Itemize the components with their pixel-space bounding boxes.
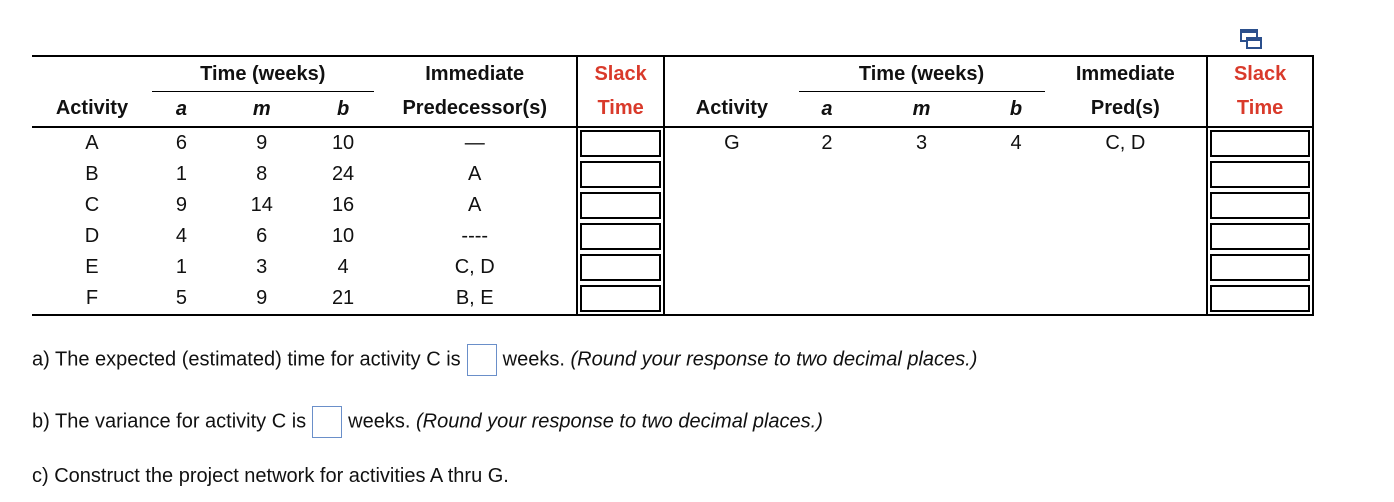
right-predecessor-header: Pred(s): [1045, 92, 1208, 128]
m-cell: 6: [256, 225, 268, 247]
m-cell: 8: [256, 163, 268, 185]
b-cell: 10: [331, 132, 355, 154]
m-cell: 3: [256, 256, 268, 278]
variance-input[interactable]: [312, 406, 342, 438]
slack-input-empty[interactable]: [1210, 161, 1310, 188]
question-a: [32, 344, 977, 376]
table-row: [32, 221, 1313, 252]
header-row-1: [32, 56, 1313, 92]
left-time-header: Time (weeks): [152, 56, 374, 92]
a-cell: 6: [175, 132, 187, 154]
expected-time-input[interactable]: [467, 344, 497, 376]
left-col-a: a: [152, 92, 211, 128]
predecessor-cell: C, D: [1105, 132, 1146, 154]
m-cell: 9: [211, 283, 313, 315]
b-cell: 4: [337, 256, 349, 278]
slack-input-c[interactable]: [580, 192, 661, 219]
slack-input-g[interactable]: [1210, 130, 1310, 157]
question-c-text: c) Construct the project network for activities A thru G.: [32, 465, 509, 487]
activity-cell: A: [85, 132, 99, 154]
question-b-note: (Round your response to two decimal places.): [415, 410, 823, 433]
right-slack-time-header: Time: [1207, 92, 1313, 128]
question-b: [32, 406, 823, 438]
question-b-suffix: weeks.: [348, 410, 411, 433]
right-col-m: m: [855, 92, 987, 128]
right-slack-header: Slack: [1207, 56, 1313, 92]
left-activity-header: Activity: [32, 92, 152, 128]
a-cell: 2: [821, 132, 833, 154]
slack-input-empty[interactable]: [1210, 285, 1310, 312]
predecessor-cell: B, E: [374, 283, 577, 315]
a-cell: 5: [152, 283, 211, 315]
predecessor-cell: ----: [461, 225, 489, 247]
question-a-note: (Round your response to two decimal places.): [570, 348, 978, 371]
right-col-a: a: [799, 92, 856, 128]
left-col-m: m: [211, 92, 313, 128]
predecessor-cell: C, D: [454, 256, 495, 278]
activity-cell: D: [84, 225, 100, 247]
predecessor-cell: —: [464, 132, 485, 154]
pert-table: [32, 55, 1314, 316]
slack-input-f[interactable]: [580, 285, 661, 312]
b-cell: 4: [1010, 132, 1022, 154]
copy-table-icon[interactable]: [1238, 26, 1264, 52]
a-cell: 1: [175, 163, 187, 185]
table-row: [32, 190, 1313, 221]
table-row: [32, 159, 1313, 190]
left-slack-time-header: Time: [577, 92, 664, 128]
a-cell: 9: [175, 194, 187, 216]
activity-cell: B: [85, 163, 99, 185]
b-cell: 24: [331, 163, 355, 185]
question-b-prefix: b) The variance for activity C is: [32, 410, 307, 433]
right-col-b: b: [988, 92, 1045, 128]
activity-cell: E: [85, 256, 99, 278]
question-c: [32, 465, 509, 488]
b-cell: 10: [331, 225, 355, 247]
slack-input-b[interactable]: [580, 161, 661, 188]
b-cell: 21: [313, 283, 374, 315]
table-row: [32, 283, 1313, 315]
b-cell: 16: [331, 194, 355, 216]
m-cell: 3: [915, 132, 928, 154]
slack-input-empty[interactable]: [1210, 192, 1310, 219]
question-a-prefix: a) The expected (estimated) time for activity C is: [32, 348, 461, 371]
activity-cell: C: [84, 194, 100, 216]
question-a-suffix: weeks.: [502, 348, 565, 371]
left-slack-header: Slack: [577, 56, 664, 92]
table-row: [32, 252, 1313, 283]
a-cell: 4: [175, 225, 187, 247]
slack-input-e[interactable]: [580, 254, 661, 281]
table-row: [32, 127, 1313, 159]
slack-input-empty[interactable]: [1210, 223, 1310, 250]
slack-input-empty[interactable]: [1210, 254, 1310, 281]
activity-cell: F: [32, 283, 152, 315]
slack-input-d[interactable]: [580, 223, 661, 250]
left-predecessor-header: Predecessor(s): [374, 92, 577, 128]
right-time-header: Time (weeks): [799, 56, 1045, 92]
predecessor-cell: A: [468, 194, 482, 216]
header-row-2: [32, 92, 1313, 128]
predecessor-cell: A: [468, 163, 482, 185]
left-immediate-header: Immediate: [374, 56, 577, 92]
activity-cell: G: [724, 132, 740, 154]
m-cell: 9: [256, 132, 268, 154]
m-cell: 14: [250, 194, 273, 216]
a-cell: 1: [175, 256, 187, 278]
left-col-b: b: [313, 92, 374, 128]
right-immediate-header: Immediate: [1045, 56, 1208, 92]
slack-input-a[interactable]: [580, 130, 661, 157]
right-activity-header: Activity: [664, 92, 798, 128]
